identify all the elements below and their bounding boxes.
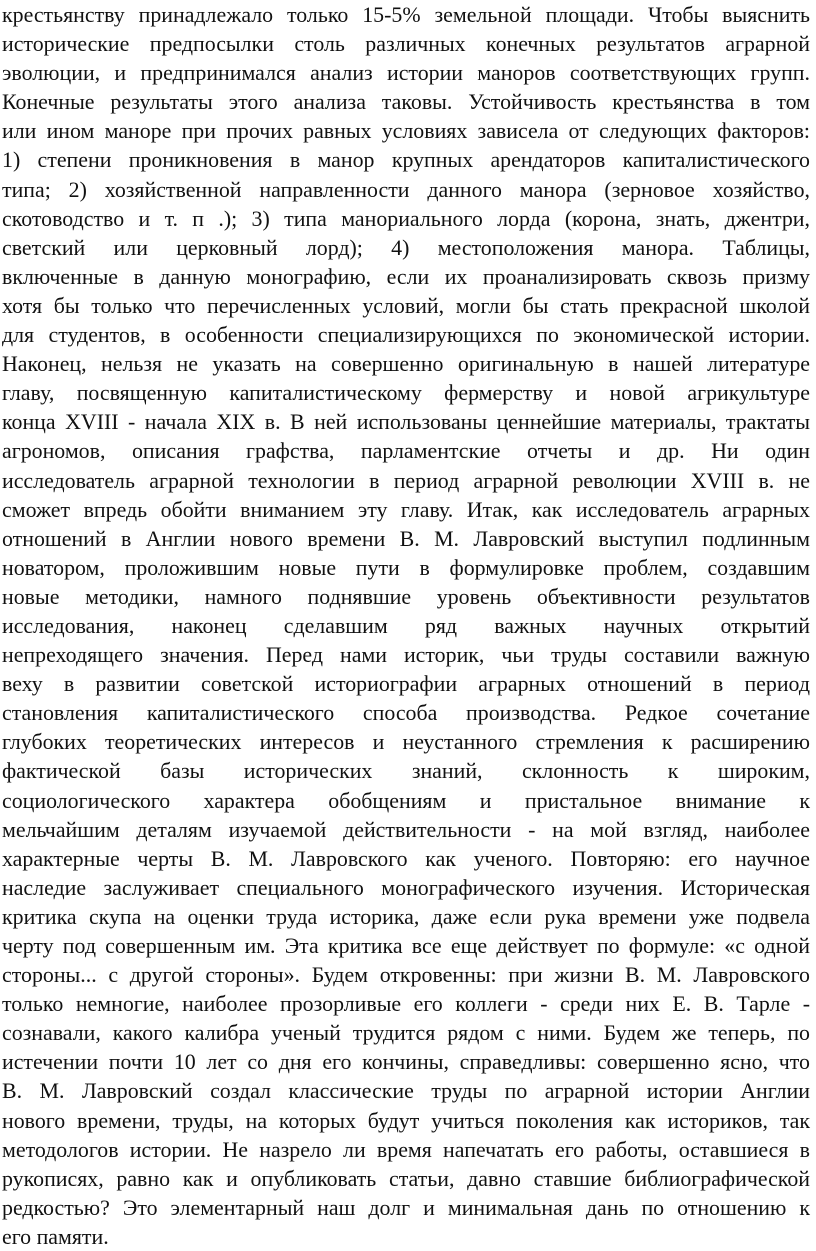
text-line: истечении почти 10 лет со дня его кончины, справедливы: совершенно ясно, что — [2, 1049, 810, 1075]
text-line: для студентов, в особенности специализирующихся по экономической истории. — [2, 322, 810, 348]
text-line: веху в развитии советской историографии аграрных отношений в период — [2, 671, 810, 697]
text-line: наследие заслуживает специального монографического изучения. Историческая — [2, 874, 810, 900]
text-line: фактической базы исторических знаний, склонность к широким, — [2, 758, 810, 784]
body-text — [2, 0, 810, 1251]
text-line: непреходящего значения. Перед нами историк, чьи труды составили важную — [2, 642, 810, 668]
text-line: исследования, наконец сделавшим ряд важных научных открытий — [2, 612, 810, 638]
text-line: типа; 2) хозяйственной направленности данного манора (зерновое хозяйство, — [2, 176, 810, 202]
text-line: главу, посвященную капиталистическому фермерству и новой агрикультуре — [2, 380, 810, 406]
text-line: мельчайшим деталям изучаемой действительности - на мой взгляд, наиболее — [2, 816, 810, 842]
text-line: новые методики, намного поднявшие уровень объективности результатов — [2, 583, 810, 609]
text-line: стороны... с другой стороны». Будем откровенны: при жизни В. М. Лавровского — [2, 962, 810, 988]
text-line: сможет впредь обойти вниманием эту главу. Итак, как исследователь аграрных — [2, 496, 810, 522]
text-line: глубоких теоретических интересов и неустанного стремления к расширению — [2, 729, 810, 755]
text-line: новатором, проложившим новые пути в формулировке проблем, создавшим — [2, 554, 810, 580]
text-line: Наконец, нельзя не указать на совершенно оригинальную в нашей литературе — [2, 351, 810, 377]
text-line: скотоводство и т. п .); 3) типа манориального лорда (корона, знать, джентри, — [2, 205, 810, 231]
text-line: исторические предпосылки столь различных конечных результатов аграрной — [2, 31, 810, 57]
text-line: только немногие, наиболее прозорливые его коллеги - среди них Е. В. Тарле - — [2, 991, 810, 1017]
text-line: агрономов, описания графства, парламентские отчеты и др. Ни один — [2, 438, 810, 464]
text-line: исследователь аграрной технологии в период аграрной революции XVIII в. не — [2, 467, 810, 493]
text-line: хотя бы только что перечисленных условий, могли бы стать прекрасной школой — [2, 292, 810, 318]
text-line: 1) степени проникновения в манор крупных арендаторов капиталистического — [2, 147, 810, 173]
text-line: нового времени, труды, на которых будут учиться поколения как историков, так — [2, 1107, 810, 1133]
text-line: эволюции, и предпринимался анализ истории маноров соответствующих групп. — [2, 60, 810, 86]
text-line: становления капиталистического способа производства. Редкое сочетание — [2, 700, 810, 726]
text-line: крестьянству принадлежало только 15-5% земельной площади. Чтобы выяснить — [2, 2, 810, 27]
text-line: характерные черты В. М. Лавровского как ученого. Повторяю: его научное — [2, 845, 810, 871]
text-line: или ином маноре при прочих равных условиях зависела от следующих факторов: — [2, 118, 810, 144]
text-line: светский или церковный лорд); 4) местоположения манора. Таблицы, — [2, 234, 810, 260]
text-line: редкостью? Это элементарный наш долг и минимальная дань по отношению к — [2, 1194, 810, 1220]
text-line: В. М. Лавровский создал классические труды по аграрной истории Англии — [2, 1078, 810, 1104]
text-line: отношений в Англии нового времени В. М. Лавровский выступил подлинным — [2, 525, 810, 551]
text-line: сознавали, какого калибра ученый трудится рядом с ними. Будем же теперь, по — [2, 1020, 810, 1046]
text-line: методологов истории. Не назрело ли время напечатать его работы, оставшиеся в — [2, 1136, 810, 1162]
text-line: рукописях, равно как и опубликовать статьи, давно ставшие библиографической — [2, 1165, 810, 1191]
text-line: его памяти. — [2, 1223, 109, 1249]
text-line: критика скупа на оценки труда историка, даже если рука времени уже подвела — [2, 903, 810, 929]
text-line: черту под совершенным им. Эта критика все еще действует по формуле: «с одной — [2, 933, 810, 958]
text-line: конца XVIII - начала XIX в. В ней использованы ценнейшие материалы, трактаты — [2, 409, 810, 435]
text-line: Конечные результаты этого анализа таковы. Устойчивость крестьянства в том — [2, 89, 810, 115]
text-line: социологического характера обобщениям и пристальное внимание к — [2, 787, 810, 813]
text-line: включенные в данную монографию, если их проанализировать сквозь призму — [2, 263, 810, 289]
